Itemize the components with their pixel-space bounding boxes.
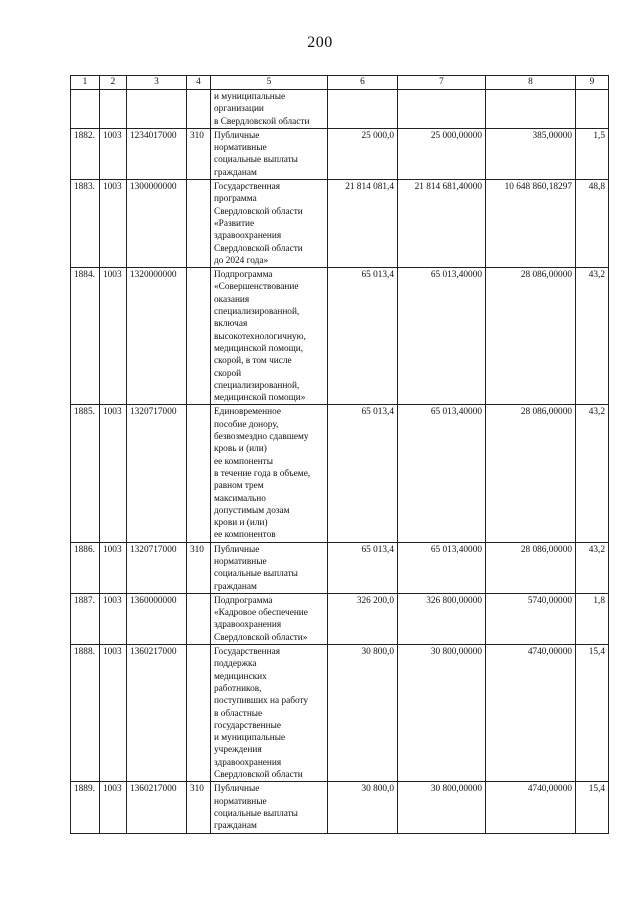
col-7-value: 21 814 681,40000 xyxy=(398,180,486,268)
col-6-value: 65 013,4 xyxy=(328,542,398,593)
row-number: 1885. xyxy=(71,405,100,542)
target-article-code: 1360217000 xyxy=(127,782,187,833)
table-row xyxy=(71,180,609,268)
item-name: Подпрограмма «Совершенствование оказания специализированной, включая высокотехнологичную, медицинской помощи, скорой, в том числе скорой специализированной, медицинской помощи» xyxy=(211,268,328,405)
col-7-value: 65 013,40000 xyxy=(398,542,486,593)
col-9-percent: 48,8 xyxy=(576,180,609,268)
header-col-1: 1 xyxy=(71,76,100,90)
section-code: 1003 xyxy=(100,180,127,268)
col-6-value: 21 814 081,4 xyxy=(328,180,398,268)
header-col-2: 2 xyxy=(100,76,127,90)
table-row xyxy=(71,645,609,782)
col-8-value: 28 086,00000 xyxy=(486,542,576,593)
col-7-value xyxy=(398,90,486,129)
col-8-value: 5740,00000 xyxy=(486,593,576,644)
row-number: 1889. xyxy=(71,782,100,833)
table-row xyxy=(71,90,609,129)
col-7-value: 65 013,40000 xyxy=(398,405,486,542)
item-name: Публичные нормативные социальные выплаты гражданам xyxy=(211,128,328,179)
target-article-code: 1360217000 xyxy=(127,645,187,782)
col-6-value: 65 013,4 xyxy=(328,405,398,542)
target-article-code: 1320000000 xyxy=(127,268,187,405)
col-8-value: 10 648 860,18297 xyxy=(486,180,576,268)
row-number: 1887. xyxy=(71,593,100,644)
item-name: и муниципальные организации в Свердловской области xyxy=(211,90,328,129)
row-number: 1882. xyxy=(71,128,100,179)
header-col-5: 5 xyxy=(211,76,328,90)
row-number: 1888. xyxy=(71,645,100,782)
col-6-value xyxy=(328,90,398,129)
item-name: Публичные нормативные социальные выплаты гражданам xyxy=(211,542,328,593)
expense-type-code: 310 xyxy=(187,128,211,179)
row-number: 1886. xyxy=(71,542,100,593)
item-name: Государственная программа Свердловской области «Развитие здравоохранения Свердловской области до 2024 года» xyxy=(211,180,328,268)
table-row xyxy=(71,782,609,833)
expense-type-code: 310 xyxy=(187,782,211,833)
expense-type-code xyxy=(187,90,211,129)
target-article-code: 1360000000 xyxy=(127,593,187,644)
table-row xyxy=(71,405,609,542)
table-body xyxy=(71,90,609,834)
col-6-value: 326 200,0 xyxy=(328,593,398,644)
target-article-code xyxy=(127,90,187,129)
col-7-value: 326 800,00000 xyxy=(398,593,486,644)
col-9-percent: 43,2 xyxy=(576,405,609,542)
page-number: 200 xyxy=(307,34,333,51)
col-9-percent: 43,2 xyxy=(576,542,609,593)
target-article-code: 1300000000 xyxy=(127,180,187,268)
section-code: 1003 xyxy=(100,128,127,179)
col-8-value: 4740,00000 xyxy=(486,645,576,782)
col-8-value: 4740,00000 xyxy=(486,782,576,833)
expense-type-code xyxy=(187,645,211,782)
col-9-percent: 1,8 xyxy=(576,593,609,644)
expense-type-code: 310 xyxy=(187,542,211,593)
header-col-8: 8 xyxy=(486,76,576,90)
header-col-7: 7 xyxy=(398,76,486,90)
item-name: Государственная поддержка медицинских работников, поступивших на работу в областные государственные и муниципальные учреждения здравоохранения Свердловской области xyxy=(211,645,328,782)
col-8-value: 385,00000 xyxy=(486,128,576,179)
col-9-percent xyxy=(576,90,609,129)
row-number: 1883. xyxy=(71,180,100,268)
header-col-4: 4 xyxy=(187,76,211,90)
section-code: 1003 xyxy=(100,405,127,542)
col-6-value: 65 013,4 xyxy=(328,268,398,405)
table-header xyxy=(71,76,609,90)
table-row xyxy=(71,128,609,179)
expense-type-code xyxy=(187,268,211,405)
col-8-value: 28 086,00000 xyxy=(486,405,576,542)
target-article-code: 1320717000 xyxy=(127,542,187,593)
section-code: 1003 xyxy=(100,268,127,405)
item-name: Единовременное пособие донору, безвозмездно сдавшему кровь и (или) ее компоненты в течение года в объеме, равном трем максимально допустимым дозам крови и (или) ее компонентов xyxy=(211,405,328,542)
target-article-code: 1320717000 xyxy=(127,405,187,542)
col-6-value: 30 800,0 xyxy=(328,645,398,782)
section-code: 1003 xyxy=(100,542,127,593)
item-name: Подпрограмма «Кадровое обеспечение здравоохранения Свердловской области» xyxy=(211,593,328,644)
expense-type-code xyxy=(187,593,211,644)
col-6-value: 30 800,0 xyxy=(328,782,398,833)
col-8-value xyxy=(486,90,576,129)
col-7-value: 30 800,00000 xyxy=(398,645,486,782)
header-col-6: 6 xyxy=(328,76,398,90)
col-9-percent: 15,4 xyxy=(576,645,609,782)
row-number: 1884. xyxy=(71,268,100,405)
expense-type-code xyxy=(187,180,211,268)
col-8-value: 28 086,00000 xyxy=(486,268,576,405)
col-7-value: 30 800,00000 xyxy=(398,782,486,833)
section-code: 1003 xyxy=(100,593,127,644)
col-7-value: 65 013,40000 xyxy=(398,268,486,405)
section-code: 1003 xyxy=(100,782,127,833)
col-9-percent: 1,5 xyxy=(576,128,609,179)
table-row xyxy=(71,542,609,593)
table-row xyxy=(71,268,609,405)
budget-table xyxy=(70,75,609,834)
expense-type-code xyxy=(187,405,211,542)
section-code xyxy=(100,90,127,129)
header-col-3: 3 xyxy=(127,76,187,90)
header-col-9: 9 xyxy=(576,76,609,90)
header-row xyxy=(71,76,609,90)
table-row xyxy=(71,593,609,644)
item-name: Публичные нормативные социальные выплаты гражданам xyxy=(211,782,328,833)
col-9-percent: 43,2 xyxy=(576,268,609,405)
row-number xyxy=(71,90,100,129)
col-6-value: 25 000,0 xyxy=(328,128,398,179)
col-9-percent: 15,4 xyxy=(576,782,609,833)
section-code: 1003 xyxy=(100,645,127,782)
col-7-value: 25 000,00000 xyxy=(398,128,486,179)
target-article-code: 1234017000 xyxy=(127,128,187,179)
